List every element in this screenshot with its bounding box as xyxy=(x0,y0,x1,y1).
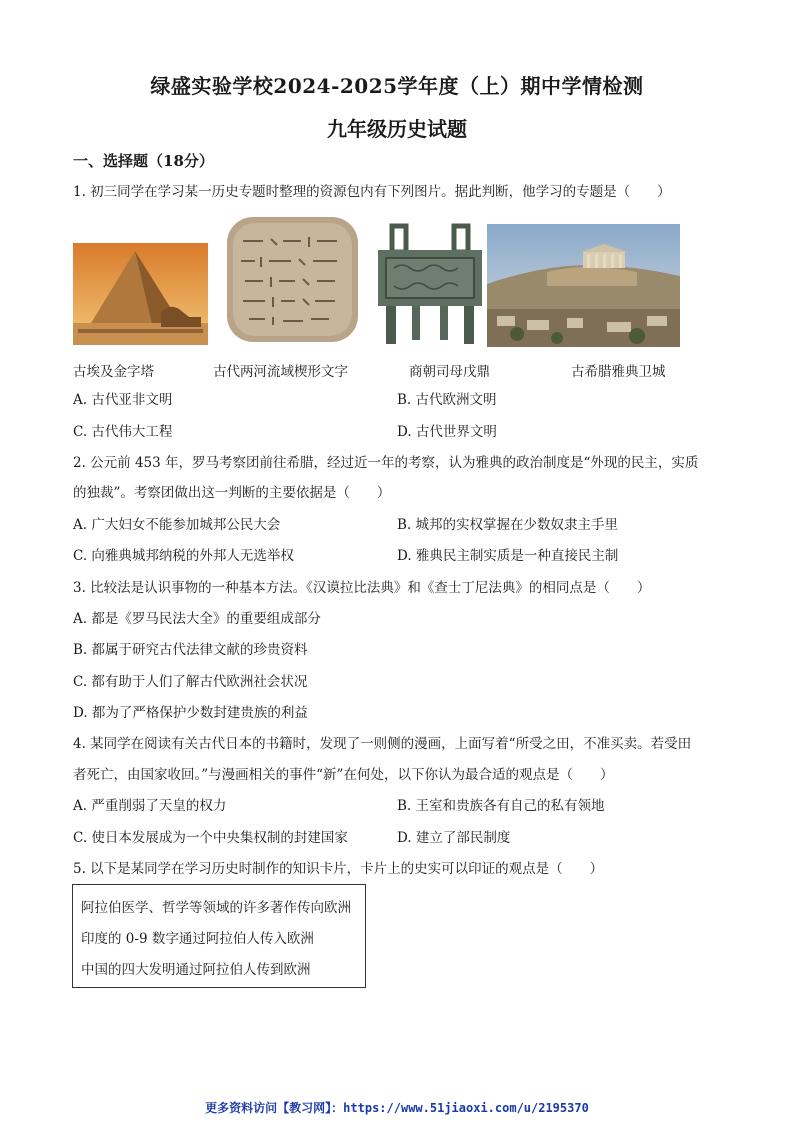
q3-option-d: D. 都为了严格保护少数封建贵族的利益 xyxy=(73,705,308,721)
q2-stem-line2: 的独裁”。考察团做出这一判断的主要依据是（ ） xyxy=(73,485,391,501)
q1-option-c: C. 古代伟大工程 xyxy=(73,424,173,440)
exam-subject-title: 九年级历史试题 xyxy=(327,117,467,141)
q2-option-c: C. 向雅典城邦纳税的外邦人无选举权 xyxy=(73,548,294,564)
q1-option-a: A. 古代亚非文明 xyxy=(73,392,173,408)
card-line-1: 阿拉伯医学、哲学等领域的许多著作传向欧洲 xyxy=(81,900,351,916)
acropolis-image xyxy=(487,224,680,347)
card-line-3: 中国的四大发明通过阿拉伯人传到欧洲 xyxy=(81,962,311,978)
q3-option-c: C. 都有助于人们了解古代欧洲社会状况 xyxy=(73,674,308,690)
q4-stem-line2: 者死亡，由国家收回。”与漫画相关的事件“新”在何处，以下你认为最合适的观点是（ ） xyxy=(73,767,614,783)
bronze-ding-image xyxy=(372,222,486,346)
caption-cuneiform: 古代两河流域楔形文字 xyxy=(213,364,348,380)
q1-option-b: B. 古代欧洲文明 xyxy=(397,392,497,408)
section-heading: 一、选择题（18分） xyxy=(73,152,214,170)
q5-stem: 5. 以下是某同学在学习历史时制作的知识卡片，卡片上的史实可以印证的观点是（ ） xyxy=(73,861,604,877)
q4-option-c: C. 使日本发展成为一个中央集权制的封建国家 xyxy=(73,830,348,846)
caption-acropolis: 古希腊雅典卫城 xyxy=(571,364,666,380)
q3-option-a: A. 都是《罗马民法大全》的重要组成部分 xyxy=(73,611,321,627)
caption-pyramid: 古埃及金字塔 xyxy=(73,364,154,380)
card-line-2: 印度的 0-9 数字通过阿拉伯人传入欧洲 xyxy=(81,931,314,947)
q1-option-d: D. 古代世界文明 xyxy=(397,424,497,440)
caption-ding: 商朝司母戊鼎 xyxy=(409,364,490,380)
q4-option-b: B. 王室和贵族各有自己的私有领地 xyxy=(397,798,605,814)
q3-option-b: B. 都属于研究古代法律文献的珍贵资料 xyxy=(73,642,308,658)
pyramid-image xyxy=(73,243,208,345)
cuneiform-tablet-image xyxy=(221,211,364,348)
q4-stem-line1: 4. 某同学在阅读有关古代日本的书籍时，发现了一则侧的漫画，上面写着“所受之田，不准买卖。若受田 xyxy=(73,736,692,752)
q2-option-a: A. 广大妇女不能参加城邦公民大会 xyxy=(73,517,281,533)
knowledge-card xyxy=(72,884,366,988)
q2-option-b: B. 城邦的实权掌握在少数奴隶主手里 xyxy=(397,517,619,533)
q2-option-d: D. 雅典民主制实质是一种直接民主制 xyxy=(397,548,619,564)
q4-option-a: A. 严重削弱了天皇的权力 xyxy=(73,798,227,814)
q2-stem-line1: 2. 公元前 453 年，罗马考察团前往希腊，经过近一年的考察，认为雅典的政治制度是“外现的民主，实质 xyxy=(73,455,699,471)
footer-link[interactable]: 更多资料访问【教习网】：https://www.51jiaoxi.com/u/2195370 xyxy=(205,1101,589,1115)
exam-school-title: 绿盛实验学校2024-2025学年度（上）期中学情检测 xyxy=(150,74,644,98)
q3-stem: 3. 比较法是认识事物的一种基本方法。《汉谟拉比法典》和《查士丁尼法典》的相同点是（ ） xyxy=(73,580,651,596)
q1-stem: 1. 初三同学在学习某一历史专题时整理的资源包内有下列图片。据此判断，他学习的专题是（ ） xyxy=(73,184,671,200)
q4-option-d: D. 建立了部民制度 xyxy=(397,830,511,846)
